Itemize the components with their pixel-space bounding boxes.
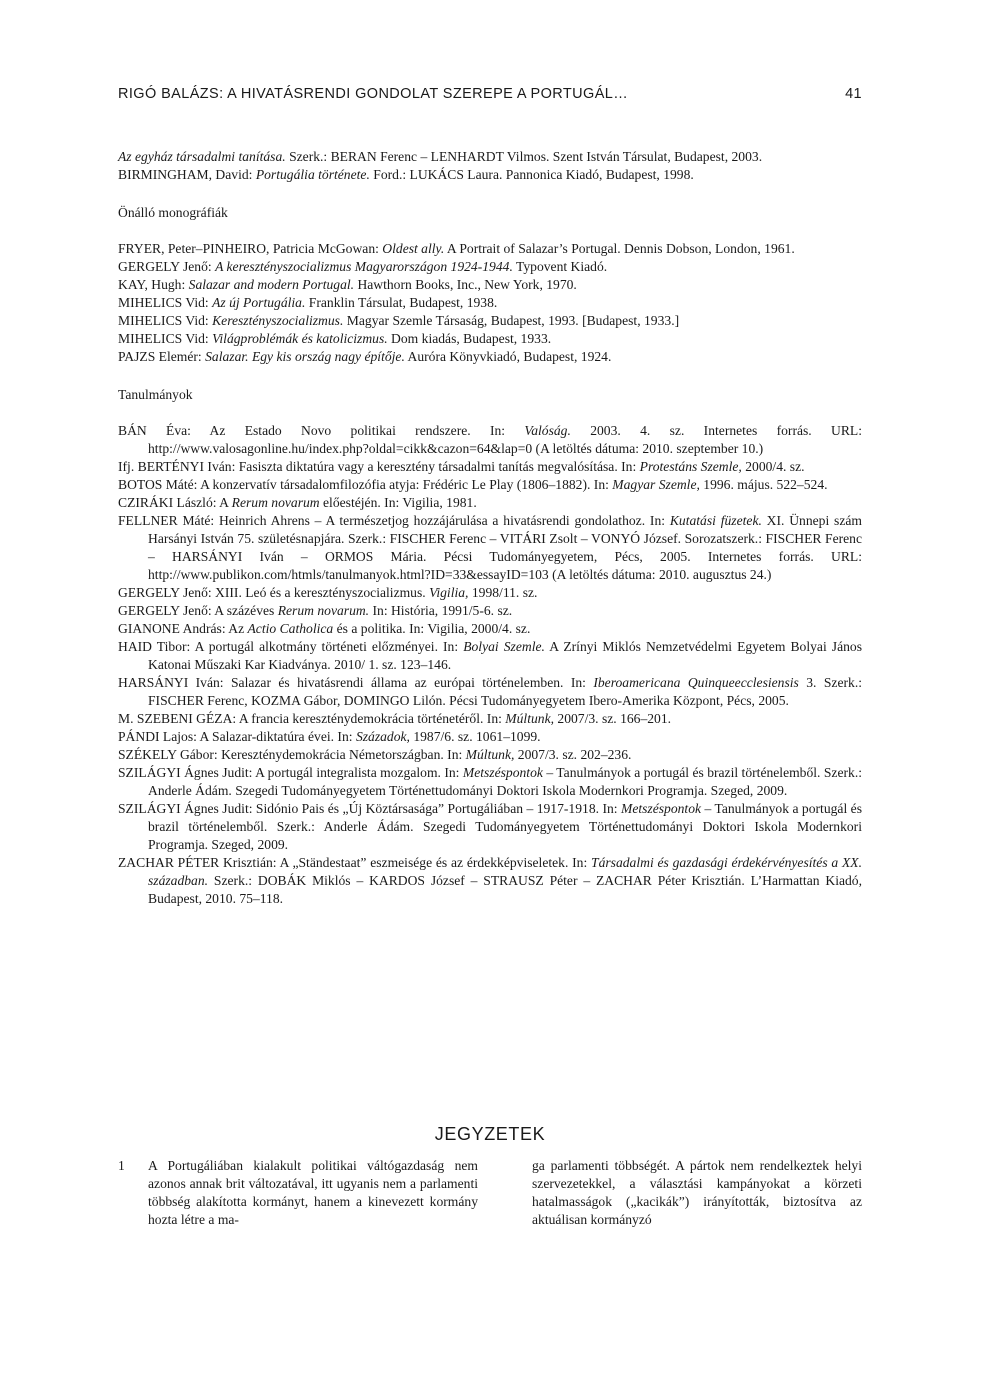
bibliography-entry xyxy=(118,512,862,584)
bibliography-entry xyxy=(118,240,862,258)
entry-rest: Hawthorn Books, Inc., New York, 1970. xyxy=(354,277,577,292)
bibliography-entry xyxy=(118,330,862,348)
bibliography-top-entries xyxy=(118,148,862,184)
running-header xyxy=(118,86,862,110)
entry-lead: ZACHAR PÉTER Krisztián: A „Ständestaat” eszmeisége és az érdekképviseletek. In: xyxy=(118,855,592,870)
bibliography-entry xyxy=(118,476,862,494)
entry-title: Actio Catholica xyxy=(247,621,334,636)
entry-lead: GIANONE András: Az xyxy=(118,621,248,636)
entry-rest: Szerk.: DOBÁK Miklós – KARDOS József – STRAUSZ Péter – ZACHAR Péter Krisztián. L’Harmattan Kiadó, Budapest, 2010. 75–118. xyxy=(148,873,862,906)
entry-lead: SZILÁGYI Ágnes Judit: A portugál integralista mozgalom. In: xyxy=(118,765,463,780)
running-title: RIGÓ BALÁZS: A HIVATÁSRENDI GONDOLAT SZEREPE A PORTUGÁL… xyxy=(118,86,629,102)
entry-lead: MIHELICS Vid: xyxy=(118,331,213,346)
entry-lead: PAJZS Elemér: xyxy=(118,349,206,364)
entry-rest: Franklin Társulat, Budapest, 1938. xyxy=(305,295,498,310)
entry-rest: XI. Ünnepi szám Harsányi István 75. születésnapjára. Szerk.: FISCHER Ferenc – VITÁRI Zsolt – VONYÓ József. Sorozatszerk.: FISCHER Ferenc – HARSÁNYI Iván – ORMOS Mária. Pécsi Tudományegyetem, Pécs, 2005. Internetes forrás. URL: http://www.publikon.com/htmls/tanulmanyok.html?ID=33&essayID=103 (A letöltés dátuma: 2010. augusztus 24.) xyxy=(148,513,862,582)
bibliography-entry xyxy=(118,764,862,800)
entry-title: Valóság. xyxy=(524,423,571,438)
entry-title: Bolyai Szemle. xyxy=(463,639,545,654)
entry-rest: Ford.: LUKÁCS Laura. Pannonica Kiadó, Budapest, 1998. xyxy=(369,167,694,182)
entry-rest: 2000/4. sz. xyxy=(741,459,805,474)
bibliography-entry xyxy=(118,638,862,674)
notes-heading: JEGYZETEK xyxy=(434,1124,546,1144)
entry-title: Az egyház társadalmi tanítása. xyxy=(118,149,286,164)
bibliography-entry xyxy=(118,800,862,854)
entry-lead: CZIRÁKI László: A xyxy=(118,495,232,510)
entry-rest: Szerk.: BERAN Ferenc – LENHARDT Vilmos. Szent István Társulat, Budapest, 2003. xyxy=(285,149,763,164)
entry-lead: BOTOS Máté: A konzervatív társadalomfilozófia atyja: Frédéric Le Play (1806–1882). In: xyxy=(118,477,613,492)
entry-lead: SZILÁGYI Ágnes Judit: Sidónio Pais és „Új Köztársasága” Portugáliában – 1917-1918. In: xyxy=(118,801,621,816)
entry-rest: 1987/6. sz. 1061–1099. xyxy=(409,729,541,744)
bibliography-entry xyxy=(118,494,862,512)
entry-lead: BIRMINGHAM, David: xyxy=(118,167,256,182)
entry-title: Kutatási füzetek. xyxy=(669,513,762,528)
entry-title: Keresztényszocializmus. xyxy=(212,313,344,328)
bibliography-entry xyxy=(118,422,862,458)
entry-title: Oldest ally. xyxy=(382,241,445,256)
entry-lead: FRYER, Peter–PINHEIRO, Patricia McGowan: xyxy=(118,241,383,256)
entry-title: Portugália története. xyxy=(255,167,370,182)
entry-title: Rerum novarum xyxy=(231,495,320,510)
bibliography xyxy=(118,148,862,908)
entry-title: Rerum novarum. xyxy=(277,603,370,618)
entry-rest: In: História, 1991/5-6. sz. xyxy=(369,603,513,618)
bibliography-entry xyxy=(118,148,862,166)
bibliography-entry xyxy=(118,458,862,476)
entry-title: Múltunk, xyxy=(505,711,554,726)
entry-rest: Typovent Kiadó. xyxy=(512,259,608,274)
bibliography-entry xyxy=(118,602,862,620)
entry-rest: Dom kiadás, Budapest, 1933. xyxy=(387,331,552,346)
entry-lead: MIHELICS Vid: xyxy=(118,313,213,328)
entry-lead: MIHELICS Vid: xyxy=(118,295,213,310)
entry-rest: A Zrínyi Miklós Nemzetvédelmi Egyetem Bolyai János Katonai Műszaki Kar Kiadványa. 2010/ 1. sz. 123–146. xyxy=(148,639,863,672)
entry-lead: BÁN Éva: Az Estado Novo politikai rendszere. In: xyxy=(118,423,525,438)
entry-lead: HARSÁNYI Iván: Salazar és hivatásrendi állama az európai történelemben. In: xyxy=(118,675,594,690)
entry-lead: GERGELY Jenő: XIII. Leó és a keresztényszocializmus. xyxy=(118,585,430,600)
bibliography-entry xyxy=(118,620,862,638)
entry-rest: 1998/11. sz. xyxy=(468,585,538,600)
entry-lead: KAY, Hugh: xyxy=(118,277,189,292)
bibliography-entry xyxy=(118,348,862,366)
entry-lead: GERGELY Jenő: xyxy=(118,259,216,274)
bibliography-entry xyxy=(118,276,862,294)
entry-rest: Auróra Könyvkiadó, Budapest, 1924. xyxy=(404,349,612,364)
entry-title: Az új Portugália. xyxy=(212,295,306,310)
entry-rest: – Tanulmányok a portugál és brazil történelemből. Szerk.: Anderle Ádám. Szegedi Tudományegyetem Történettudományi Doktori Iskola Modernkori Programja. Szeged, 2009. xyxy=(148,801,862,852)
footnotes xyxy=(118,1157,862,1237)
entry-rest: – Tanulmányok a portugál és brazil történelemből. Szerk.: Anderle Ádám. Szegedi Tudományegyetem Történettudományi Doktori Iskola Modernkori Programja. Szeged, 2009. xyxy=(148,765,863,798)
entry-rest: 1996. május. 522–524. xyxy=(699,477,828,492)
entry-title: Protestáns Szemle, xyxy=(639,459,742,474)
entry-title: Salazar. Egy kis ország nagy építője. xyxy=(205,349,405,364)
entry-title: Salazar and modern Portugal. xyxy=(188,277,355,292)
page-number: 41 xyxy=(845,86,862,102)
footnote-column-1: A Portugáliában kialakult politikai váltógazdaság nem azonos annak brit változatával, itt ugyanis nem a parlamenti többség alakította kormányt, hanem a kinevezett kormány hozta létre a ma- xyxy=(148,1158,478,1227)
entry-title: Világproblémák és katolicizmus. xyxy=(212,331,388,346)
entry-rest: 2007/3. sz. 166–201. xyxy=(554,711,672,726)
entry-lead: Ifj. BERTÉNYI Iván: Fasiszta diktatúra vagy a keresztény társadalmi tanítás megvalósítása. In: xyxy=(118,459,640,474)
monographs-list xyxy=(118,240,862,366)
entry-lead: M. SZEBENI GÉZA: A francia kereszténydemokrácia történetéről. In: xyxy=(118,711,506,726)
entry-rest: 3. Szerk.: FISCHER Ferenc, KOZMA Gábor, DOMINGO Lilón. Pécsi Tudományegyetem Ibero-Amerika Központ, Pécs, 2005. xyxy=(148,675,862,708)
entry-title: Vigilia, xyxy=(429,585,469,600)
entry-title: Metszéspontok xyxy=(462,765,543,780)
entry-lead: HAID Tibor: A portugál alkotmány történeti előzményei. In: xyxy=(118,639,464,654)
entry-lead: GERGELY Jenő: A százéves xyxy=(118,603,278,618)
entry-lead: SZÉKELY Gábor: Kereszténydemokrácia Németországban. In: xyxy=(118,747,466,762)
bibliography-entry xyxy=(118,312,862,330)
entry-rest: előestéjén. In: Vigilia, 1981. xyxy=(319,495,477,510)
bibliography-entry xyxy=(118,710,862,728)
bibliography-entry xyxy=(118,294,862,312)
entry-rest: A Portrait of Salazar’s Portugal. Dennis Dobson, London, 1961. xyxy=(444,241,795,256)
entry-rest: és a politika. In: Vigilia, 2000/4. sz. xyxy=(333,621,531,636)
entry-rest: 2007/3. sz. 202–236. xyxy=(514,747,632,762)
studies-list xyxy=(118,422,862,908)
footnote-column-2: ga parlamenti többségét. A pártok nem rendelkeztek helyi szervezetekkel, a választási kampányokat a körzeti hatalmasságok („kacikák”) irányították, biztosítva az aktuálisan kormányzó xyxy=(532,1158,862,1227)
studies-heading: Tanulmányok xyxy=(118,387,193,402)
footnote-number: 1 xyxy=(118,1158,125,1173)
bibliography-entry xyxy=(118,674,862,710)
entry-title: Iberoamericana Quinqueecclesiensis xyxy=(593,675,799,690)
bibliography-entry xyxy=(118,258,862,276)
entry-rest: Magyar Szemle Társaság, Budapest, 1993. [Budapest, 1933.] xyxy=(343,313,680,328)
entry-title: Múltunk, xyxy=(465,747,515,762)
entry-title: Metszéspontok xyxy=(621,801,702,816)
entry-title: Magyar Szemle, xyxy=(612,477,700,492)
monographs-heading: Önálló monográfiák xyxy=(118,205,228,220)
bibliography-entry xyxy=(118,584,862,602)
entry-title: A keresztényszocializmus Magyarországon 1924-1944. xyxy=(215,259,513,274)
entry-lead: FELLNER Máté: Heinrich Ahrens – A természetjog hozzájárulása a hivatásrendi gondolathoz. In: xyxy=(118,513,670,528)
entry-rest: 2003. 4. sz. Internetes forrás. URL: http://www.valosagonline.hu/index.php?oldal=cikk&cazon=64&lap=0 (A letöltés dátuma: 2010. szeptember 10.) xyxy=(148,423,862,456)
entry-lead: PÁNDI Lajos: A Salazar-diktatúra évei. In: xyxy=(118,729,356,744)
bibliography-entry xyxy=(118,166,862,184)
bibliography-entry xyxy=(118,854,862,908)
entry-title: Társadalmi és gazdasági érdekérvényesítés a XX. században. xyxy=(148,855,862,888)
entry-title: Századok, xyxy=(355,729,410,744)
bibliography-entry xyxy=(118,728,862,746)
bibliography-entry xyxy=(118,746,862,764)
